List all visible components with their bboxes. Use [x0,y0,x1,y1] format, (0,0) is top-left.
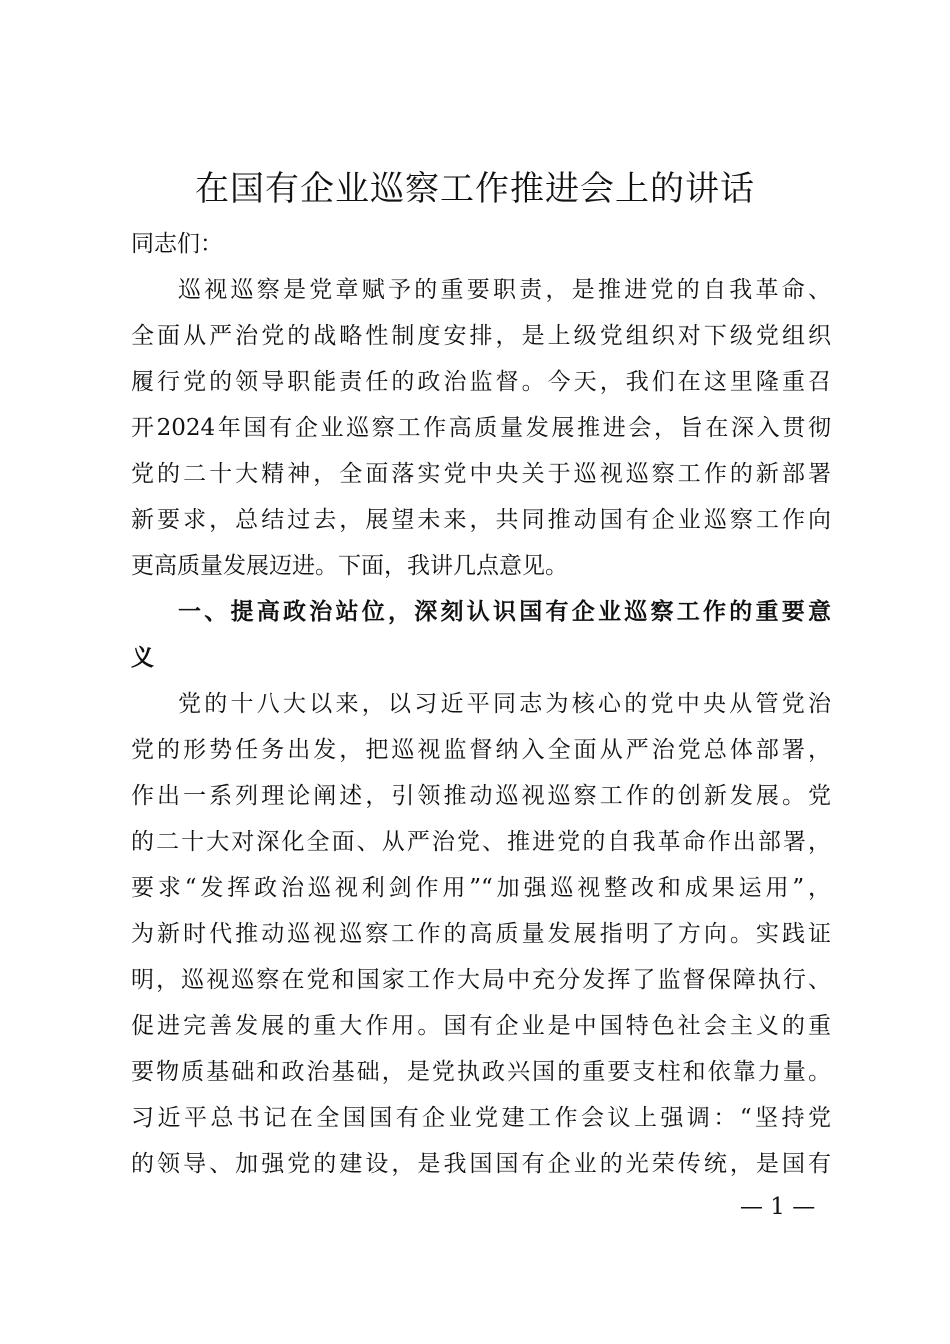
paragraph-line: 明，巡视巡察在党和国家工作大局中充分发挥了监督保障执行、 [131,967,831,993]
paragraph-line: 促进完善发展的重大作用。国有企业是中国特色社会主义的重 [131,1013,831,1039]
paragraph-line: 全面从严治党的战略性制度安排，是上级党组织对下级党组织 [131,323,831,349]
paragraph-line: 要求“发挥政治巡视利剑作用”“加强巡视整改和成果运用”， [131,875,831,901]
salutation: 同志们： [131,231,223,257]
paragraph-line: 巡视巡察是党章赋予的重要职责，是推进党的自我革命、 [178,277,831,303]
section-heading: 一、提高政治站位，深刻认识国有企业巡察工作的重要意 [178,599,831,625]
paragraph-line: 的二十大对深化全面、从严治党、推进党的自我革命作出部署， [131,829,831,855]
page-number: — 1 — [740,1194,816,1220]
paragraph-line: 党的二十大精神，全面落实党中央关于巡视巡察工作的新部署 [131,461,831,487]
paragraph-line: 党的十八大以来，以习近平同志为核心的党中央从管党治 [178,691,831,717]
paragraph-line: 作出一系列理论阐述，引领推动巡视巡察工作的创新发展。党 [131,783,831,809]
paragraph-line: 履行党的领导职能责任的政治监督。今天，我们在这里隆重召 [131,369,831,395]
section-heading: 义 [131,645,154,671]
paragraph-line: 更高质量发展迈进。下面，我讲几点意见。 [131,553,568,579]
paragraph-line: 党的形势任务出发，把巡视监督纳入全面从严治党总体部署， [131,737,831,763]
document-title: 在国有企业巡察工作推进会上的讲话 [195,169,755,209]
paragraph-line: 为新时代推动巡视巡察工作的高质量发展指明了方向。实践证 [131,921,831,947]
paragraph-line: 习近平总书记在全国国有企业党建工作会议上强调：“坚持党 [131,1105,831,1131]
paragraph-line: 的领导、加强党的建设，是我国国有企业的光荣传统，是国有 [131,1151,831,1177]
paragraph-line: 开2024年国有企业巡察工作高质量发展推进会，旨在深入贯彻 [131,415,831,441]
paragraph-line: 要物质基础和政治基础，是党执政兴国的重要支柱和依靠力量。 [131,1059,831,1085]
paragraph-line: 新要求，总结过去，展望未来，共同推动国有企业巡察工作向 [131,507,831,533]
